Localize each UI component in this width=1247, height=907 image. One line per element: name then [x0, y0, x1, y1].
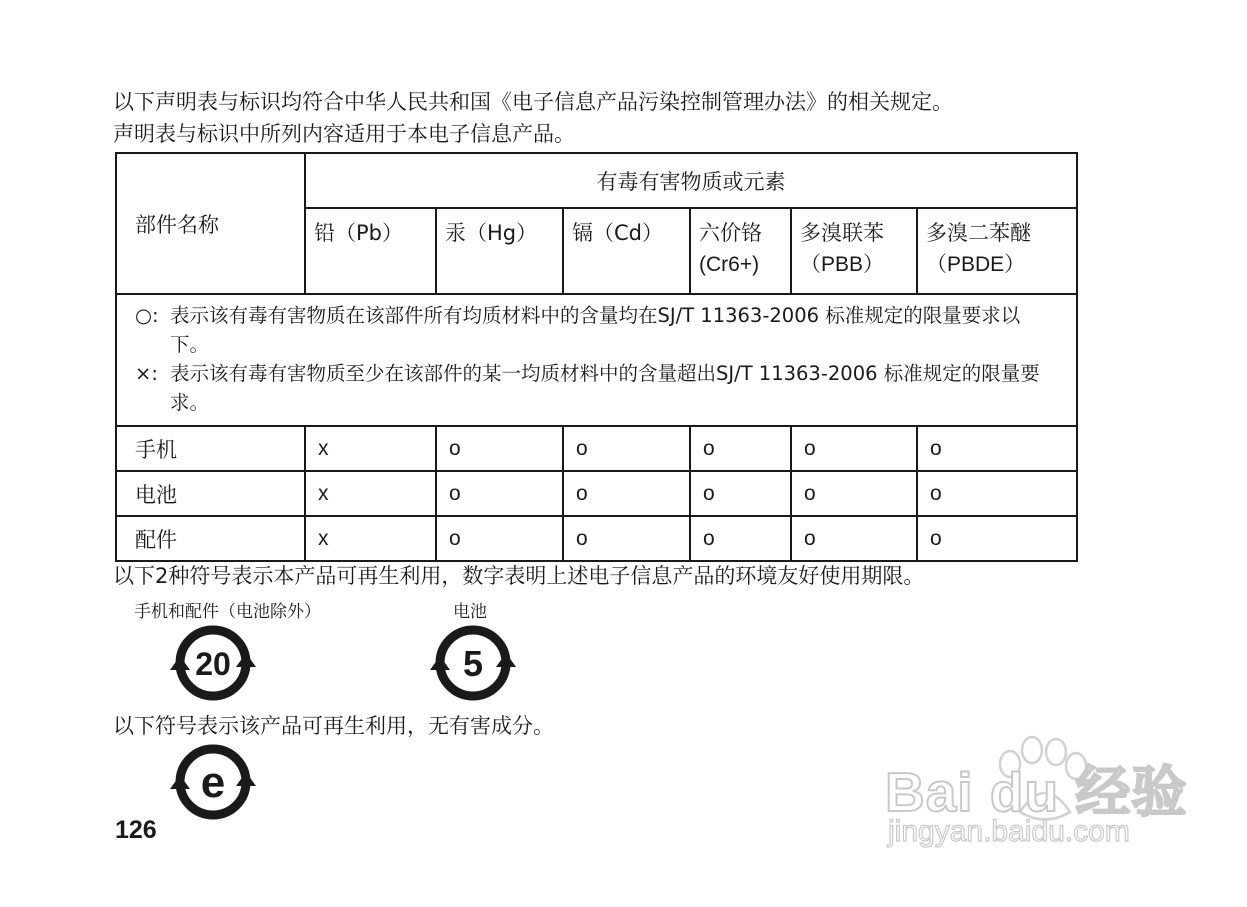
- substance-label-2: (Cr6+): [699, 253, 760, 276]
- value-cell: o: [690, 471, 791, 516]
- substance-label: 多溴联苯: [800, 221, 884, 245]
- value-cell: o: [917, 471, 1077, 516]
- symbol-letter: e: [200, 758, 226, 807]
- substance-label: 汞（Hg）: [445, 221, 538, 245]
- recycle-note: 以下2种符号表示本产品可再生利用，数字表明上述电子信息产品的环境友好使用期限。: [113, 564, 925, 588]
- intro-line-1: 以下声明表与标识均符合中华人民共和国《电子信息产品污染控制管理办法》的相关规定。: [113, 90, 953, 114]
- legend-symbol: ×:: [135, 362, 158, 385]
- part-name-header: 部件名称: [116, 153, 305, 294]
- substance-header-hg: [436, 208, 563, 294]
- value-cell: o: [436, 516, 563, 561]
- legend-text: 表示该有毒有害物质至少在该部件的某一均质材料中的含量超出SJ/T 11363-2006 标准规定的限量要求。: [170, 362, 1040, 414]
- value-cell: o: [791, 426, 917, 471]
- value-cell: o: [563, 516, 690, 561]
- part-name-cell: 配件: [116, 516, 305, 561]
- symbol-number: 5: [462, 643, 484, 684]
- value-cell: x: [305, 516, 436, 561]
- recycle-5-icon: [428, 623, 518, 703]
- value-cell: o: [791, 516, 917, 561]
- substance-label: 六价铬: [699, 221, 762, 245]
- table-row: [116, 471, 1077, 516]
- substance-header-pb: [305, 208, 436, 294]
- legend-item-compliant: [135, 301, 1058, 359]
- part-name-cell: 手机: [116, 426, 305, 471]
- intro-text: [113, 86, 953, 150]
- substance-header-pbb: [791, 208, 917, 294]
- substance-label: 铅（Pb）: [314, 221, 403, 245]
- value-cell: x: [305, 426, 436, 471]
- substance-group-header: 有毒有害物质或元素: [305, 153, 1077, 208]
- watermark-url: jingyan.baidu.com: [888, 815, 1130, 848]
- table-header-row: [116, 153, 1077, 208]
- substance-label: 多溴二苯醚: [926, 221, 1031, 245]
- substance-header-pbde: [917, 208, 1077, 294]
- value-cell: o: [436, 471, 563, 516]
- substance-label-2: （PBB）: [800, 253, 885, 276]
- recycle-20-icon: [168, 623, 258, 703]
- value-cell: o: [436, 426, 563, 471]
- substance-label-2: （PBDE）: [926, 253, 1026, 276]
- value-cell: o: [917, 426, 1077, 471]
- legend-row: [116, 294, 1077, 426]
- symbol-number: 20: [195, 646, 231, 682]
- substance-label: 镉（Cd）: [572, 221, 663, 245]
- substance-header-cr6: [690, 208, 791, 294]
- value-cell: o: [563, 471, 690, 516]
- part-name-cell: 电池: [116, 471, 305, 516]
- value-cell: x: [305, 471, 436, 516]
- value-cell: o: [690, 426, 791, 471]
- battery-caption: 电池: [453, 602, 487, 622]
- table-row: [116, 426, 1077, 471]
- substance-header-cd: [563, 208, 690, 294]
- table-row: [116, 516, 1077, 561]
- eco-note: 以下符号表示该产品可再生利用，无有害成分。: [113, 714, 554, 738]
- legend-symbol: ○:: [135, 304, 159, 327]
- hazardous-substance-table: [115, 152, 1078, 562]
- recycle-e-icon: [168, 742, 258, 822]
- legend-item-exceeds: [135, 359, 1058, 417]
- value-cell: o: [791, 471, 917, 516]
- legend-text: 表示该有毒有害物质在该部件所有均质材料中的含量均在SJ/T 11363-2006 标准规定的限量要求以下。: [170, 304, 1021, 356]
- intro-line-2: 声明表与标识中所列内容适用于本电子信息产品。: [113, 122, 575, 146]
- value-cell: o: [917, 516, 1077, 561]
- symbol-legend: [116, 294, 1077, 426]
- watermark-brand: Bai du 经验: [885, 761, 1188, 823]
- page-number: 126: [115, 816, 157, 844]
- value-cell: o: [690, 516, 791, 561]
- value-cell: o: [563, 426, 690, 471]
- phone-accessories-caption: 手机和配件（电池除外）: [134, 602, 321, 622]
